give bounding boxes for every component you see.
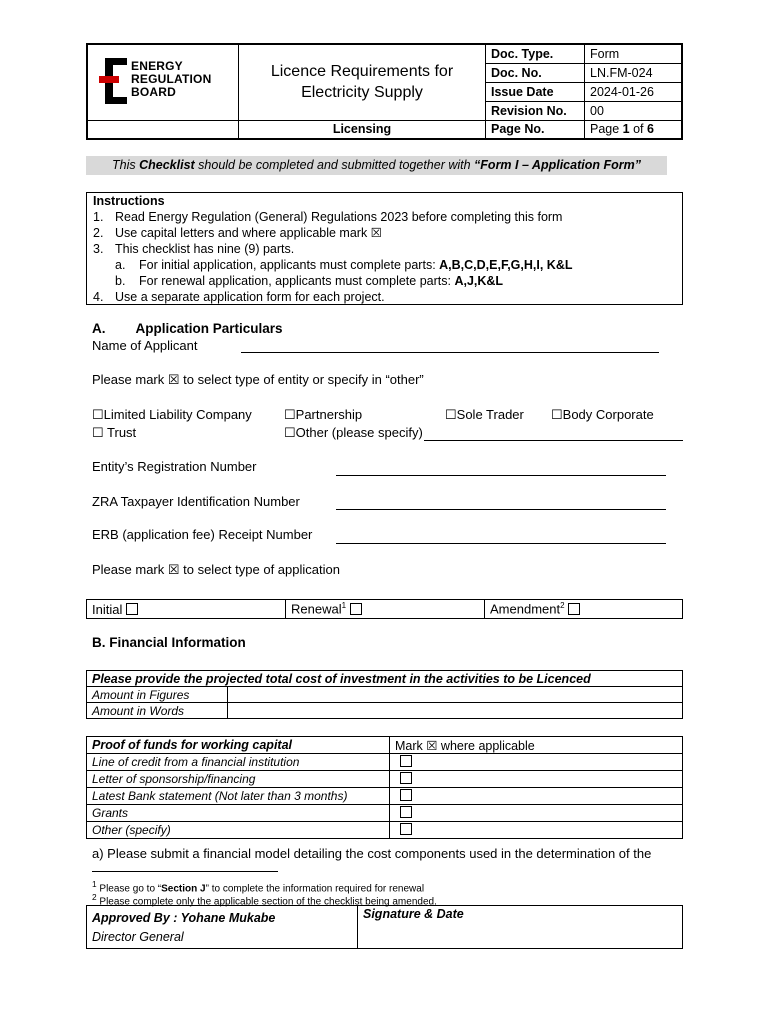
meta-value: 00 <box>585 101 683 120</box>
footnote-1: $^1$ Please go to “Section J” to complete the information required for renewal <box>92 879 425 895</box>
page-indicator: Page 1 of 6 <box>585 120 683 139</box>
checkbox-icon[interactable] <box>126 603 138 615</box>
meta-label: Doc. Type. <box>486 44 585 63</box>
signature-label: Signature & Date <box>363 907 464 921</box>
instructions-box <box>86 192 683 305</box>
financial-model-note: a) Please submit a financial model detailing the cost components used in the determination of the <box>92 846 652 861</box>
instruction-subitem: b. For renewal application, applicants must complete parts: A,J,K&L <box>115 274 504 288</box>
meta-label: Doc. No. <box>486 63 585 82</box>
application-type-table <box>86 599 683 619</box>
registration-number-label: Entity’s Registration Number <box>92 459 257 474</box>
instruction-item: 1. Read Energy Regulation (General) Regulations 2023 before completing this form <box>93 210 563 224</box>
apptype-initial[interactable]: Initial <box>87 600 286 619</box>
apptype-renewal[interactable]: Renewal$^1$ <box>286 600 485 619</box>
entity-prompt: Please mark ☒ to select type of entity or specify in “other” <box>92 372 424 387</box>
investment-header: Please provide the projected total cost of investment in the activities to be Licenced <box>87 671 683 687</box>
logo-cell <box>87 44 239 120</box>
erb-logo: ENERGY REGULATION BOARD <box>93 52 213 112</box>
instruction-subitem: a. For initial application, applicants must complete parts: A,B,C,D,E,F,G,H,I, K&L <box>115 258 573 272</box>
checkbox-icon[interactable] <box>400 789 412 801</box>
entity-option-llc[interactable]: ☐Limited Liability Company <box>92 407 252 422</box>
entity-option-other[interactable]: ☐Other (please specify) <box>284 425 423 440</box>
funds-row-label: Grants <box>87 805 390 822</box>
funds-row-label: Line of credit from a financial institution <box>87 754 390 771</box>
meta-value: 2024-01-26 <box>585 82 683 101</box>
entity-option-partnership[interactable]: ☐Partnership <box>284 407 363 422</box>
apptype-amendment[interactable]: Amendment$^2$ <box>485 600 683 619</box>
approver-role: Director General <box>92 930 184 944</box>
document-subtitle: Licensing <box>239 120 486 139</box>
instruction-item: 4. Use a separate application form for each project. <box>93 290 385 304</box>
instruction-item: 3. This checklist has nine (9) parts. <box>93 242 295 256</box>
entity-option-sole-trader[interactable]: ☐Sole Trader <box>445 407 524 422</box>
funds-table <box>86 736 683 839</box>
checkbox-icon[interactable] <box>400 806 412 818</box>
erb-receipt-field[interactable] <box>336 543 666 544</box>
meta-value: LN.FM-024 <box>585 63 683 82</box>
approved-by: Approved By : Yohane Mukabe <box>92 911 276 925</box>
meta-value: Form <box>585 44 683 63</box>
other-entity-field[interactable] <box>424 440 683 441</box>
checkbox-icon[interactable] <box>400 755 412 767</box>
footnote-2: $^2$ Please complete only the applicable section of the checklist being amended. <box>92 892 437 908</box>
checkbox-icon[interactable] <box>350 603 362 615</box>
applicant-name-label: Name of Applicant <box>92 338 198 353</box>
instructions-heading: Instructions <box>93 194 165 208</box>
document-title: Licence Requirements for Electricity Supply <box>239 44 486 120</box>
investment-table <box>86 670 683 719</box>
funds-row-label: Latest Bank statement (Not later than 3 months) <box>87 788 390 805</box>
investment-row-label: Amount in Figures <box>87 687 228 703</box>
investment-row-label: Amount in Words <box>87 703 228 719</box>
checkbox-icon[interactable] <box>400 823 412 835</box>
amount-figures-field[interactable] <box>228 687 683 703</box>
funds-row-label: Letter of sponsorship/financing <box>87 771 390 788</box>
zra-tpin-label: ZRA Taxpayer Identification Number <box>92 494 300 509</box>
section-b-heading: B. Financial Information <box>92 635 246 650</box>
meta-label: Revision No. <box>486 101 585 120</box>
registration-number-field[interactable] <box>336 475 666 476</box>
erb-receipt-label: ERB (application fee) Receipt Number <box>92 527 313 542</box>
checkbox-icon[interactable] <box>568 603 580 615</box>
funds-mark-header: Mark ☒ where applicable <box>390 737 683 754</box>
meta-label: Issue Date <box>486 82 585 101</box>
zra-tpin-field[interactable] <box>336 509 666 510</box>
section-a-heading: A. Application Particulars <box>92 321 283 336</box>
checklist-banner: This Checklist should be completed and submitted together with “Form I – Application Form” <box>86 156 667 175</box>
funds-row-label: Other (specify) <box>87 822 390 839</box>
footnote-divider <box>92 871 278 872</box>
applicant-name-field[interactable] <box>241 352 659 353</box>
instruction-item: 2. Use capital letters and where applicable mark ☒ <box>93 226 382 240</box>
checkbox-icon[interactable] <box>400 772 412 784</box>
document-header <box>86 43 683 140</box>
approved-by-cell <box>87 906 358 949</box>
page-label: Page No. <box>486 120 585 139</box>
funds-header: Proof of funds for working capital <box>87 737 390 754</box>
signature-date-field[interactable] <box>358 906 683 949</box>
entity-option-trust[interactable]: ☐ Trust <box>92 425 137 440</box>
approval-table <box>86 905 683 949</box>
application-type-prompt: Please mark ☒ to select type of application <box>92 562 340 577</box>
entity-option-body-corporate[interactable]: ☐Body Corporate <box>551 407 654 422</box>
amount-words-field[interactable] <box>228 703 683 719</box>
